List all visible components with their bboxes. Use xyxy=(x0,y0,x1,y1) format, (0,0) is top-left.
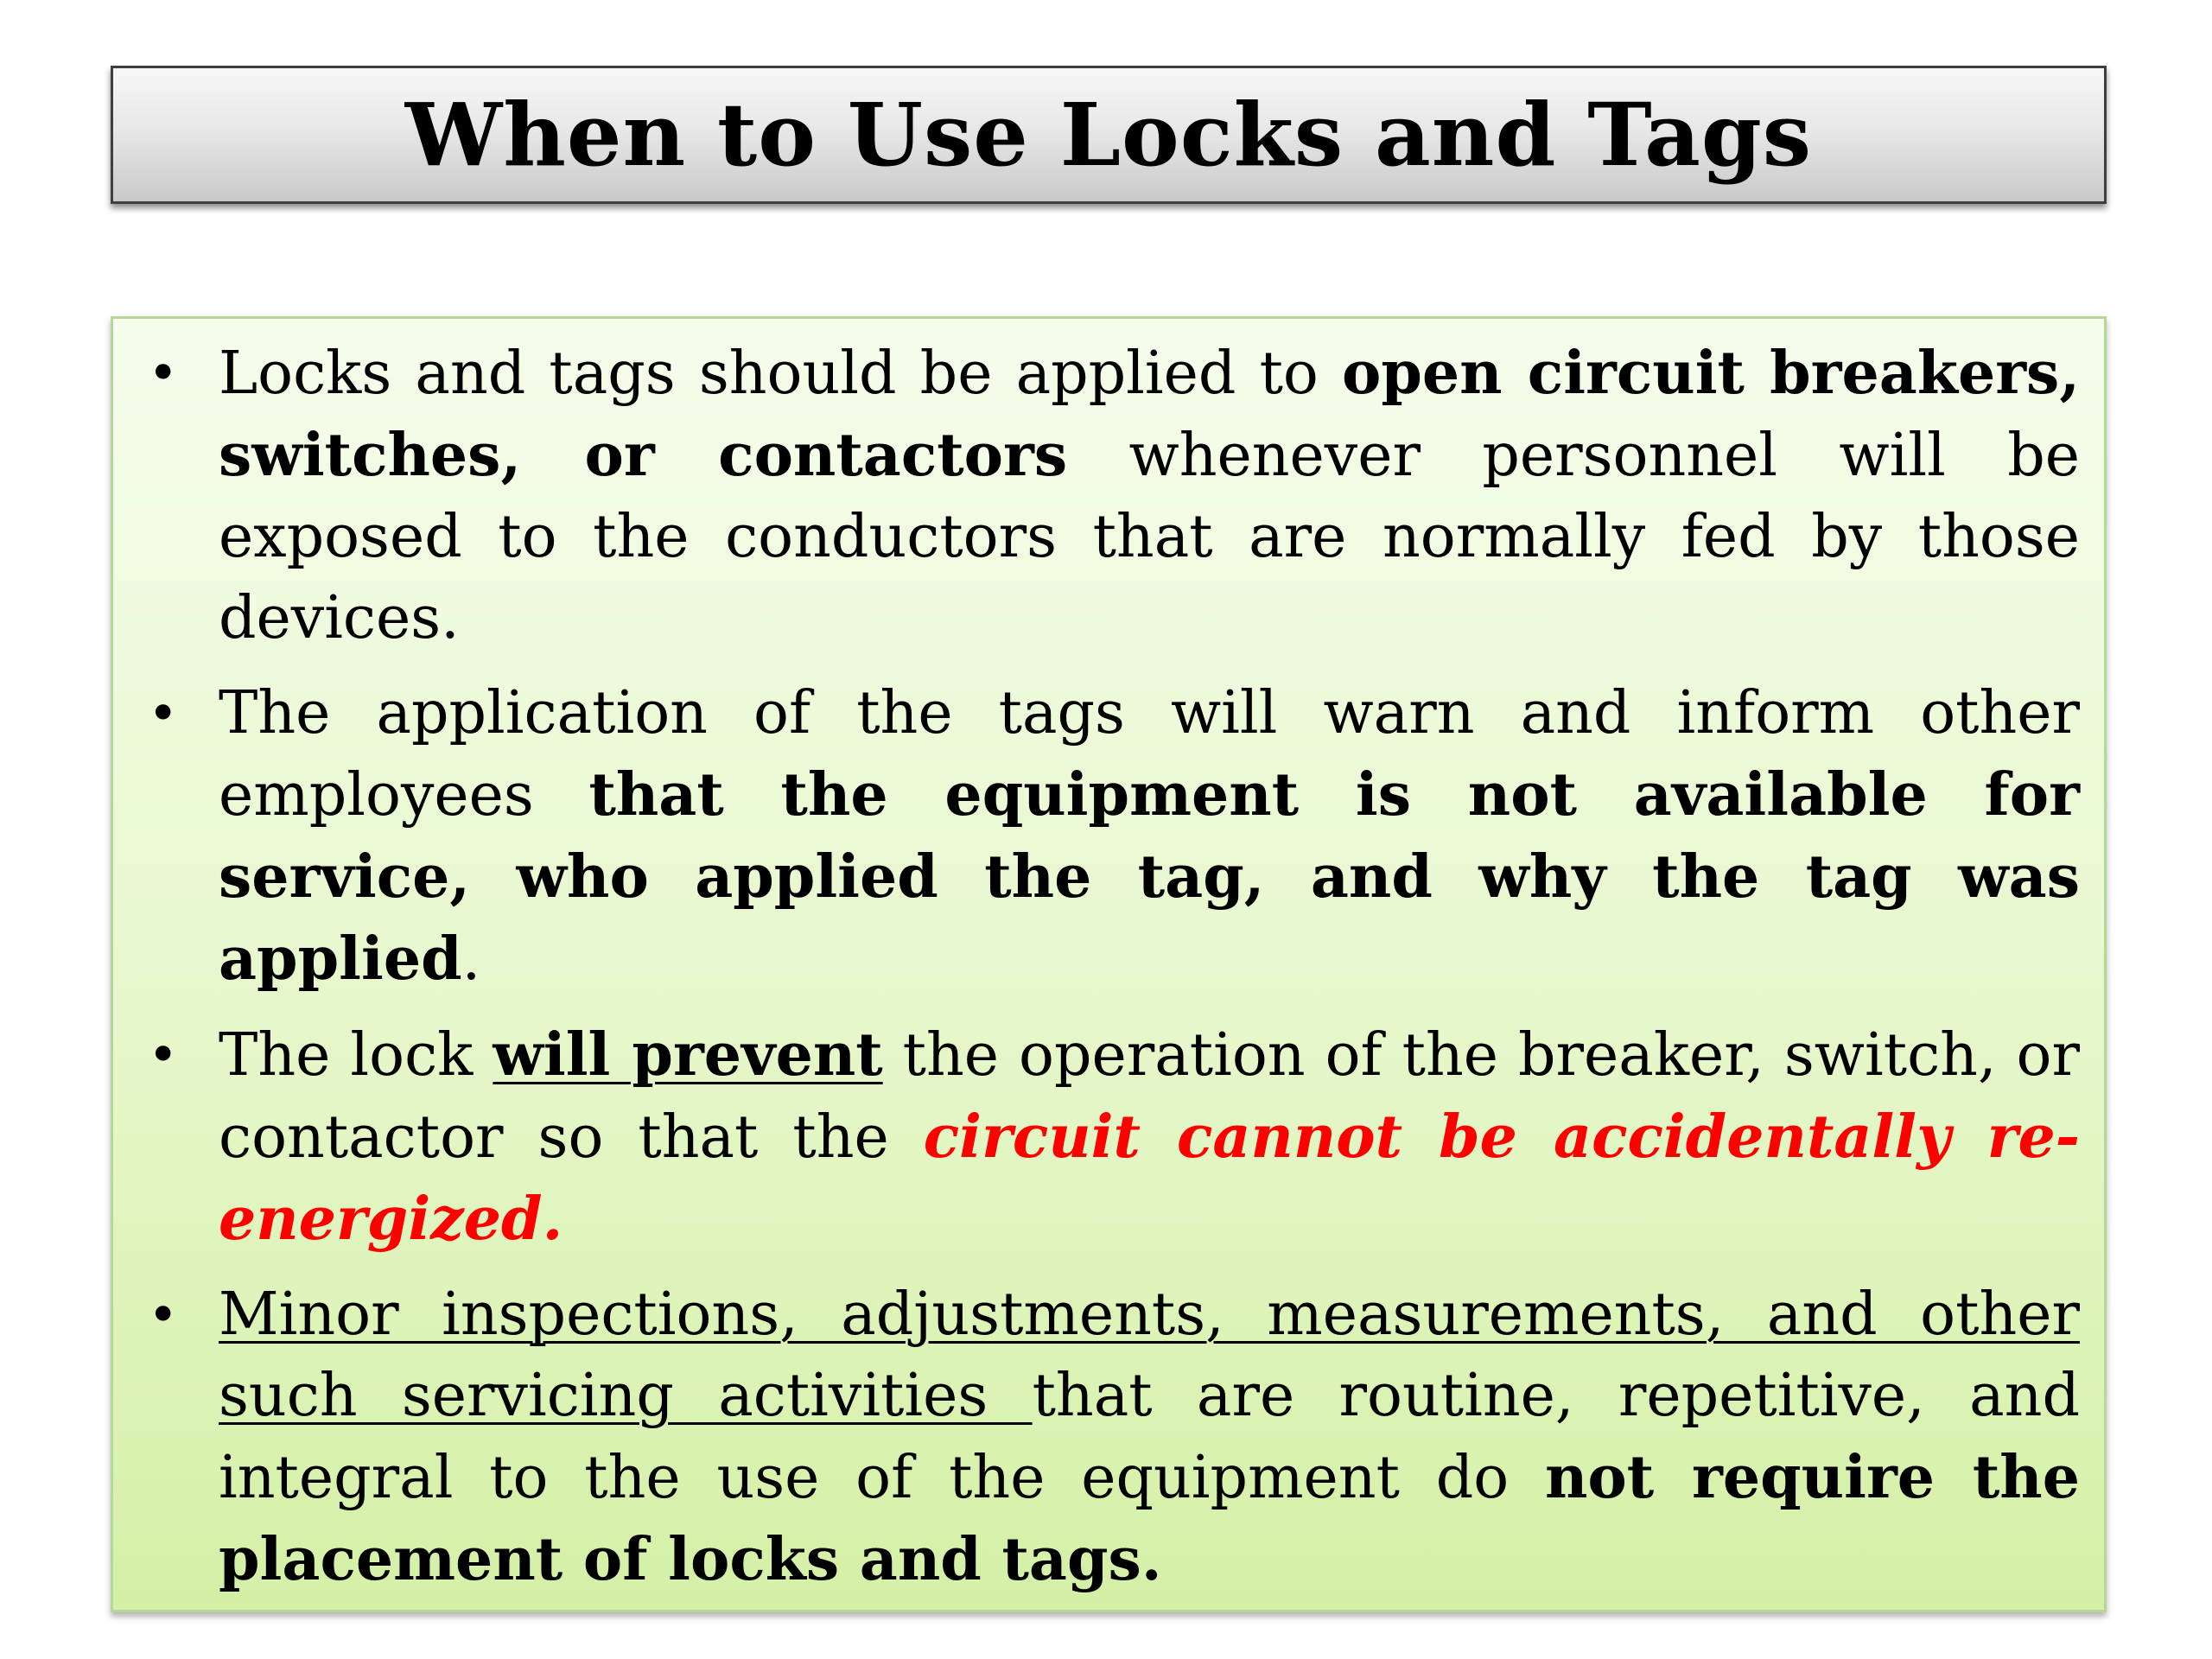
bullet-4-underlined: Minor inspections, adjustments, measurements, and other such servicing activities xyxy=(219,1281,2080,1430)
bullet-item-3 xyxy=(132,1014,2080,1261)
bullet-4-bold: not require the placement of locks and tags. xyxy=(219,1443,2081,1594)
bullet-4-text: that are routine, repetitive, and integral to the use of the equipment do xyxy=(219,1362,2080,1512)
bullet-item-4 xyxy=(132,1274,2080,1601)
bullet-icon: • xyxy=(148,683,179,744)
bullet-1-text: Locks and tags should be applied to xyxy=(219,340,1342,408)
bullet-item-2 xyxy=(132,673,2080,1001)
slide-title: When to Use Locks and Tags xyxy=(404,84,1813,186)
bullet-list xyxy=(132,333,2080,1601)
bullet-icon: • xyxy=(148,1025,179,1085)
bullet-1-text-end: whenever personnel will be exposed to the conductors that are normally fed by those devices. xyxy=(219,422,2081,652)
bullet-1-bold: open circuit breakers, switches, or contactors xyxy=(219,339,2080,490)
bullet-icon: • xyxy=(148,343,179,404)
bullet-3-text-middle: the operation of the breaker, switch, or contactor so that the xyxy=(219,1021,2080,1172)
bullet-2-text-end: . xyxy=(461,925,481,994)
bullet-2-text: The application of the tags will warn and inform other employees xyxy=(219,679,2080,830)
bullet-3-bold-underlined: will prevent xyxy=(493,1020,883,1090)
title-bar xyxy=(111,66,2107,204)
bullet-2-bold: that the equipment is not available for service, who applied the tag, and why the tag was applied xyxy=(219,760,2080,994)
bullet-3-text: The lock xyxy=(219,1021,493,1090)
bullet-icon: • xyxy=(148,1285,179,1345)
bullet-3-red-emphasis: circuit cannot be accidentally re-energized. xyxy=(219,1103,2080,1254)
bullet-item-1 xyxy=(132,333,2080,659)
content-box xyxy=(111,316,2107,1612)
